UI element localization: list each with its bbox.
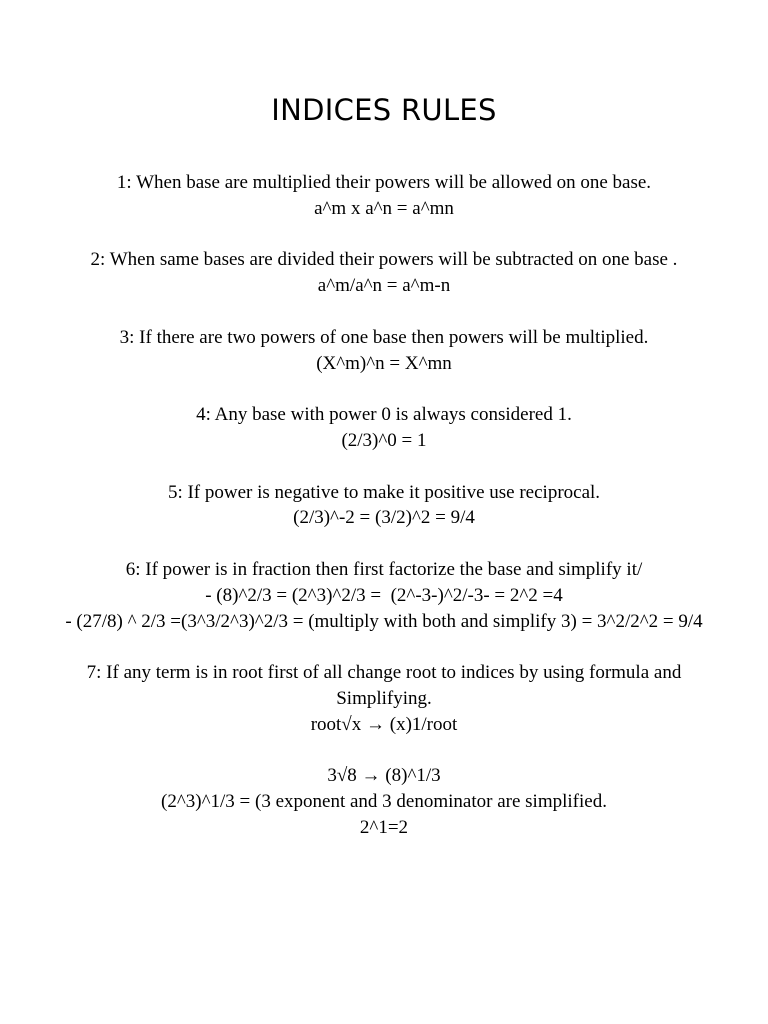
blank-line: [60, 376, 708, 402]
rule-4-formula: (2/3)^0 = 1: [341, 429, 427, 451]
blank-line: [60, 454, 708, 480]
rule-7-statement: 7: If any term is in root first of all change root to indices by using formula and Simplifying.: [86, 662, 682, 709]
rule-5-statement: 5: If power is negative to make it positive use reciprocal.: [167, 481, 601, 503]
rule-7-example-2: (2^3)^1/3 = (3 exponent and 3 denominator are simplified.: [161, 791, 607, 813]
rule-6-example-1: - (8)^2/3 = (2^3)^2/3 = (2^-3-)^2/-3- = 2^2 =4: [205, 584, 563, 606]
rule-2-statement: 2: When same bases are divided their powers will be subtracted on one base .: [90, 249, 678, 271]
page-title: INDICES RULES: [271, 93, 497, 127]
rule-7-example-3: 2^1=2: [359, 816, 409, 838]
rule-6-statement: 6: If power is in fraction then first factorize the base and simplify it/: [125, 558, 643, 580]
blank-line: [60, 222, 708, 248]
rule-5-formula: (2/3)^-2 = (3/2)^2 = 9/4: [293, 507, 475, 529]
rule-3-statement: 3: If there are two powers of one base then powers will be multiplied.: [119, 326, 649, 348]
blank-line: [60, 738, 708, 764]
blank-line: [60, 634, 708, 660]
rule-7-formula: root√x → (x)1/root: [310, 713, 458, 735]
rule-6-example-2: - (27/8) ^ 2/3 =(3^3/2^3)^2/3 = (multiply with both and simplify 3) = 3^2/2^2 = 9/4: [65, 610, 703, 632]
blank-line: [60, 531, 708, 557]
document-body: [60, 170, 708, 841]
rule-7-example-1: 3√8 → (8)^1/3: [327, 765, 441, 787]
rule-3-formula: (X^m)^n = X^mn: [316, 352, 452, 374]
blank-line: [60, 299, 708, 325]
rule-2-formula: a^m/a^n = a^m-n: [317, 275, 451, 297]
rule-4-statement: 4: Any base with power 0 is always considered 1.: [196, 404, 572, 426]
rule-1-formula: a^m x a^n = a^mn: [314, 197, 454, 219]
rule-1-statement: 1: When base are multiplied their powers will be allowed on one base.: [116, 172, 652, 193]
